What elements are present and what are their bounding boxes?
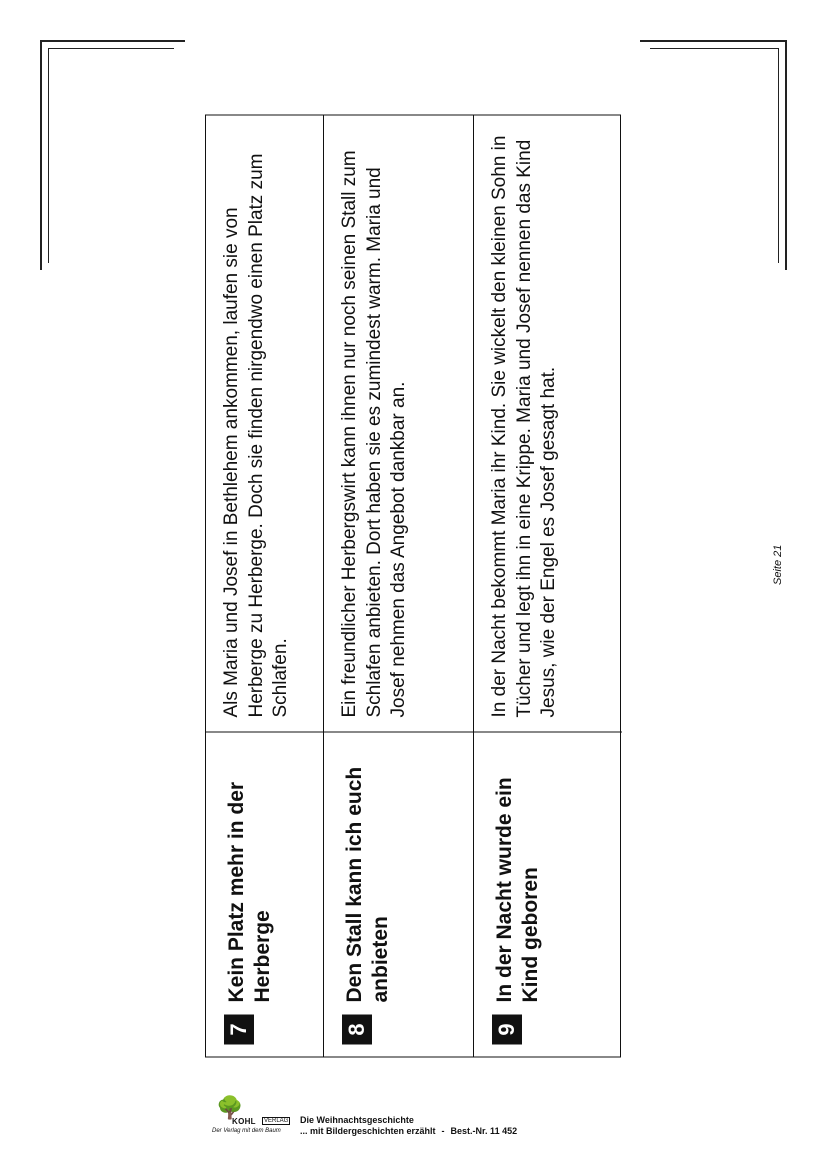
order-number: Best.-Nr. 11 452	[450, 1126, 518, 1137]
row-number: 9	[492, 1014, 522, 1044]
footer	[212, 1097, 517, 1141]
row-title: Den Stall kann ich euch anbieten	[343, 766, 393, 1002]
row-number: 7	[224, 1014, 254, 1044]
row-text: In der Nacht bekommt Maria ihr Kind. Sie wickelt den kleinen Sohn in Tücher und legt ihn in eine Krippe. Maria und Josef nennen das Kind Jesus, wie der Engel es Josef gesagt hat.	[489, 135, 560, 717]
row-text: Als Maria und Josef in Bethlehem ankommen, laufen sie von Herberge zu Herberge. Doch sie finden nirgendwo einen Platz zum Schlafen.	[221, 153, 292, 717]
tree-icon: 🌳	[216, 1095, 244, 1120]
row-title: In der Nacht wurde ein Kind geboren	[493, 776, 543, 1002]
separator: -	[441, 1126, 445, 1137]
row-title: Kein Platz mehr in der Herberge	[225, 781, 275, 1002]
page-number: Seite 21	[772, 544, 784, 585]
row-number: 8	[342, 1014, 372, 1044]
table-row	[324, 115, 474, 1056]
table-row	[474, 115, 622, 1056]
logo-badge: VERLAG	[264, 1118, 289, 1124]
row-title-cell	[324, 731, 473, 1056]
logo-tagline: Der Verlag mit dem Baum	[212, 1128, 281, 1134]
row-text: Ein freundlicher Herbergswirt kann ihnen nur noch seinen Stall zum Schlafen anbieten. Dort haben sie es zumindest warm. Maria und Josef nehmen das Angebot dankbar an.	[339, 149, 410, 717]
story-table-wrapper	[205, 114, 621, 1057]
logo-name: KOHL	[232, 1117, 256, 1126]
row-title-cell	[474, 731, 622, 1056]
publisher-logo	[212, 1097, 290, 1137]
footer-text	[300, 1115, 517, 1138]
book-subtitle-line	[300, 1126, 517, 1137]
story-table	[205, 114, 621, 1057]
table-row	[206, 115, 324, 1056]
book-title: Die Weihnachtsgeschichte	[300, 1115, 414, 1125]
book-subtitle: ... mit Bildergeschichten erzählt	[300, 1126, 436, 1137]
row-title-cell	[206, 731, 323, 1056]
